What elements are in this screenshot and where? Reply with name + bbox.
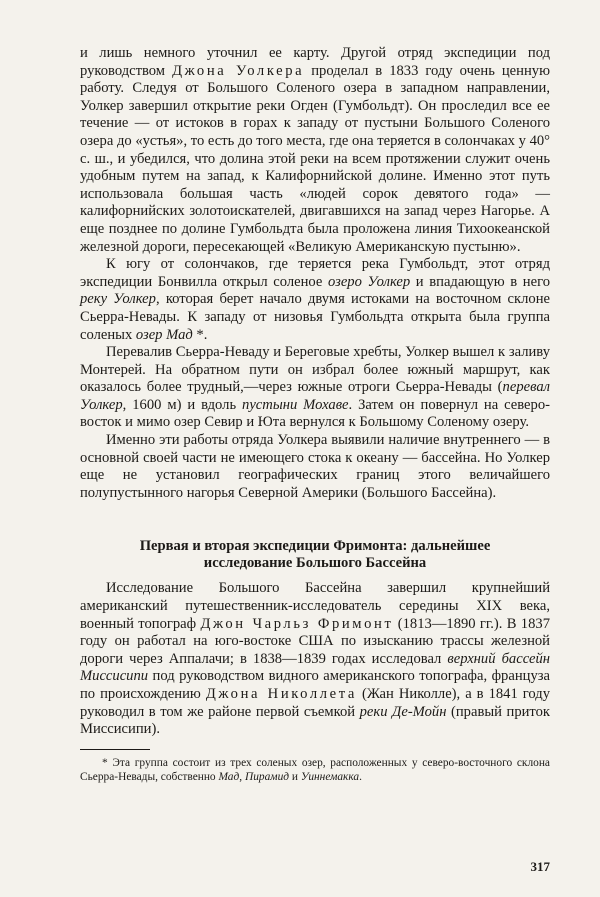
text-segment: под руководством видного американского топографа, француза по происхождению — [80, 668, 550, 702]
text-segment: верхний бассейн Миссисипи — [80, 650, 550, 685]
footnote-divider — [80, 749, 150, 750]
text-segment: Джона Уолкера — [172, 62, 305, 79]
section-heading-line-2: исследование Большого Бассейна — [203, 555, 427, 572]
text-segment: . — [359, 770, 362, 783]
text-segment: Исследование Большого Бассейна завершил крупнейший американский путешественник-исследователь середины XIX века, военный топограф — [80, 580, 550, 632]
text-segment: * Эта группа состоит из трех соленых озер, расположенных у северо-восточного склона Сьерра-Невады, собственно — [80, 756, 550, 783]
page-number: 317 — [530, 859, 550, 874]
text-segment: *. — [192, 326, 208, 343]
paragraph-5 — [80, 580, 550, 738]
section-heading-line-1: Первая и вторая экспедиции Фримонта: дальнейшее — [139, 538, 491, 555]
paragraph-3 — [80, 344, 550, 432]
paragraph-4 — [80, 432, 550, 502]
text-segment: Перевалив Сьерра-Неваду и Береговые хребты, Уолкер вышел к заливу Монтерей. На обратном пути он избрал более южный маршрут, как оказалось более трудный,—через южные отроги Сьерра-Невады ( — [80, 344, 550, 396]
text-segment: Именно эти работы отряда Уолкера выявили наличие внутреннего — в основной своей части не имеющего стока к океану — бассейна. Но Уолкер еще не установил географических границ этого величайшего полупустынного нагорья Северной Америки (Большого Бассейна). — [80, 432, 550, 501]
footnote — [80, 756, 550, 784]
text-segment: и лишь немного уточнил ее карту. Другой отряд экспедиции под руководством — [80, 45, 550, 79]
text-segment: перевал Уолкер — [80, 379, 550, 413]
text-segment: , — [239, 770, 245, 783]
text-segment: К югу от солончаков, где теряется река Гумбольдт, этот отряд экспедиции Бонвилла открыл соленое — [80, 256, 550, 290]
text-block-upper — [80, 45, 550, 502]
text-block-lower — [80, 580, 550, 738]
text-segment: . Затем он повернул на северо-восток и мимо озер Севир и Юта вернулся к Большому Соленому озеру. — [80, 396, 550, 431]
text-segment: (правый приток Миссисипи). — [80, 703, 551, 738]
text-segment: пустыни Мохаве — [242, 396, 349, 413]
text-segment: Пирамид — [244, 770, 290, 783]
text-segment: Джон Чарльз Фримонт — [200, 615, 394, 632]
text-segment: озер Мад — [135, 326, 193, 343]
text-segment: Мад — [218, 770, 240, 783]
text-segment: , 1600 м) и вдоль — [122, 396, 243, 413]
text-segment: проделал в 1833 году очень ценную работу. Следуя от Большого Соленого озера в западном направлении, Уолкер завершил открытие реки Огден (Гумбольдт). Он проследил все ее течение — от истоков в горах к западу от пустыни Большого Соленого озера до «устья», то есть до того места, где она теряется в солончаках у 40° с. ш., и убедился, что долина этой реки на всем протяжении служит очень удобным путем на запад, к Калифорнийской долине. Именно этот путь использовала большая часть «людей сорок девятого года» — калифорнийских золотоискателей, двигавшихся на запад через Нагорье. А еще позднее по долине Гумбольдта была проложена линия Тихоокеанской железной дороги, пересекающей «Великую Американскую пустыню». — [80, 62, 550, 255]
text-segment: Уиннемакка — [300, 770, 360, 783]
section-heading — [80, 538, 550, 572]
text-segment: и — [289, 770, 301, 783]
paragraph-1 — [80, 45, 550, 256]
text-segment: озеро Уолкер — [328, 273, 411, 290]
text-segment: Джона Николлета — [205, 686, 357, 702]
text-segment: реки Де-Мойн — [359, 703, 447, 720]
text-segment: (1813—1890 гг.). В 1837 году он работал на юго-востоке США по изысканию трассы железной дороги через Аппалачи; в 1838—1839 годах исследовал — [80, 615, 550, 667]
text-segment: (Жан Николле), а в 1841 году руководил в том же районе первой съемкой — [80, 686, 550, 720]
paragraph-2 — [80, 256, 550, 344]
text-segment: реку Уолкер — [80, 291, 156, 308]
text-segment: , которая берет начало двумя истоками на восточном склоне Сьерра-Невады. К западу от низовья Гумбольдта открыта была группа соленых — [80, 291, 550, 343]
text-segment: и впадающую в него — [410, 273, 551, 290]
